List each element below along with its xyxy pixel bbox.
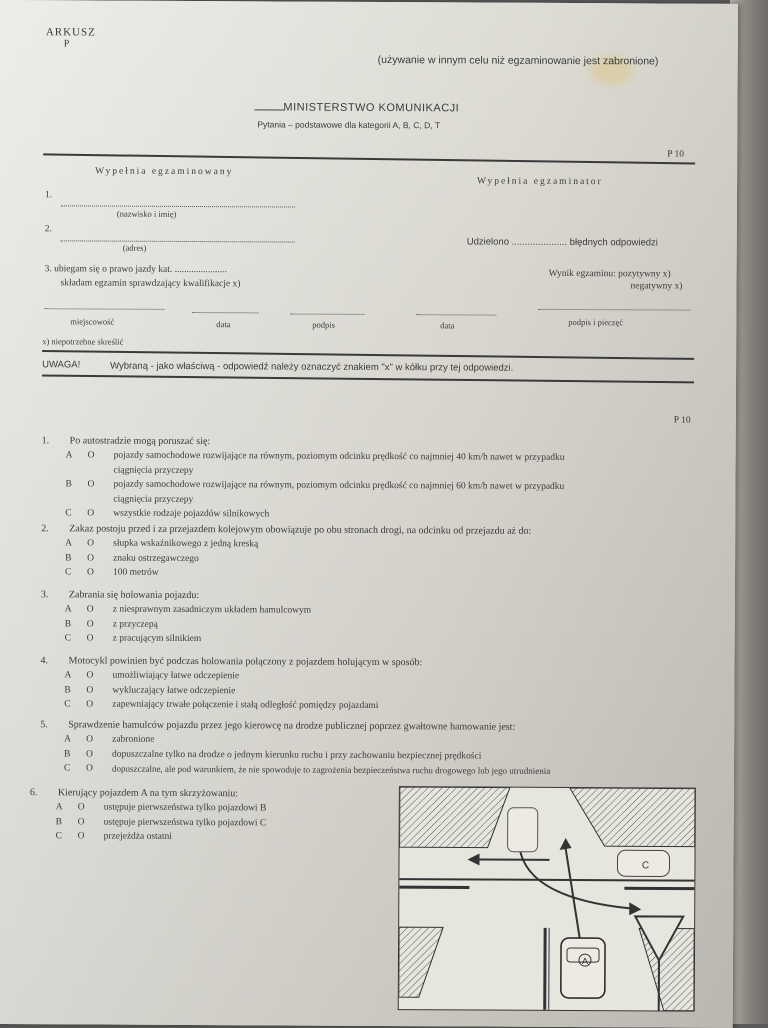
arrow-head-icon [629, 902, 641, 915]
field1-line[interactable] [61, 205, 295, 207]
answer-text: pojazdy samochodowe rozwijające na równym, poziomym odcinku prędkość co najmniej 60 km/h nawet w przypadku [113, 478, 564, 495]
answer-option[interactable] [56, 815, 267, 831]
code-mid: P 10 [674, 416, 691, 426]
arkusz-sub: P [64, 38, 70, 49]
answer-circle[interactable]: O [78, 815, 104, 830]
answer-circle[interactable]: O [87, 602, 113, 617]
field2-num: 2. [45, 224, 52, 234]
header-dash [254, 109, 284, 110]
answer-letter: B [65, 477, 87, 492]
answer-circle[interactable]: O [87, 631, 113, 646]
answer-text: umożliwiający łatwe odczepienie [112, 669, 239, 684]
answer-letter: C [64, 761, 86, 776]
code-top: P 10 [667, 149, 684, 159]
ministry-subtitle: Pytania – podstawowe dla kategorii A, B, C, D, T [257, 119, 440, 130]
answer-option[interactable] [65, 602, 311, 618]
question-text: Zabrania się holowania pojazdu: [69, 589, 199, 601]
answer-letter: C [65, 631, 87, 646]
answer-text-cont: ciągnięcia przyczepy [113, 492, 193, 507]
sig-line-sign1[interactable] [290, 314, 364, 315]
footnote: x) niepotrzebne skreślić [42, 336, 123, 346]
vehicle-a-label: A [582, 956, 588, 966]
answer-letter: C [65, 506, 87, 521]
uwaga-label: UWAGA! [42, 359, 80, 370]
answer-text: zapewniający trwałe połączenie i stałą odległość pomiędzy pojazdami [112, 698, 378, 714]
arrow-head-icon [467, 853, 479, 865]
wynik-line2: negatywny x) [630, 281, 682, 291]
answer-circle[interactable]: O [86, 697, 112, 712]
answer-circle[interactable]: O [88, 448, 114, 463]
wynik-line1: Wynik egzaminu: pozytywny x) [549, 269, 671, 280]
sig-label-sign2: podpis i pieczęć [568, 317, 623, 327]
answer-letter: A [56, 800, 78, 815]
answer-letter: A [64, 732, 86, 747]
sig-label-date2: data [440, 320, 454, 330]
question-text: Po autostradzie mogą poruszać się: [70, 435, 211, 447]
ministry-title: MINISTERSTWO KOMUNIKACJI [283, 101, 459, 114]
answer-letter: A [64, 668, 86, 683]
question-6 [30, 786, 267, 845]
answer-circle[interactable]: O [78, 800, 104, 815]
usage-note: (używanie w innym celu niż egzaminowanie jest zabronione) [378, 54, 659, 67]
uwaga-rule-bottom [42, 375, 694, 384]
sidewalk-top-right [570, 788, 695, 847]
field2-line[interactable] [61, 240, 295, 242]
sig-line-date1[interactable] [192, 312, 258, 313]
question-num: 3. [41, 588, 69, 602]
answer-circle[interactable]: O [87, 506, 113, 521]
question-text: Kierujący pojazdem A na tym skrzyżowaniu: [58, 787, 238, 799]
answer-text: 100 metrów [113, 566, 159, 581]
question-num: 6. [30, 786, 58, 800]
question-2 [41, 522, 531, 582]
field3-line2: składam egzamin sprawdzający kwalifikacje x) [60, 278, 240, 289]
question-text: Motocykl powinien być podczas holowania połączony z pojazdem holującym w sposób: [69, 655, 423, 668]
answer-text: z przyczepą [113, 617, 158, 632]
arkusz-label: ARKUSZ [46, 26, 96, 38]
answer-text: pojazdy samochodowe rozwijające na równym, poziomym odcinku prędkość co najmniej 40 km/h nawet w przypadku [114, 449, 565, 466]
answer-text: wszystkie rodzaje pojazdów silnikowych [113, 507, 269, 522]
answer-letter: B [64, 747, 86, 762]
answer-option[interactable] [56, 800, 267, 816]
answer-circle[interactable]: O [87, 536, 113, 551]
answer-circle[interactable]: O [87, 617, 113, 632]
answer-text: dopuszczalne tylko na drodze o jednym kierunku ruchu i przy zachowaniu bezpiecznej prędkości [112, 747, 481, 763]
answer-text: z pracującym silnikiem [113, 632, 202, 647]
answer-text: wykluczający łatwe odczepienie [112, 683, 235, 698]
answer-option[interactable] [64, 697, 422, 713]
uwaga-text: Wybraną - jako właściwą - odpowiedź należy oznaczyć znakiem "x" w kółku przy tej odpowiedzi. [110, 361, 513, 374]
answer-option[interactable] [64, 761, 550, 778]
answer-text: ustępuje pierwszeństwa tylko pojazdowi B [104, 801, 267, 816]
header-rule [43, 153, 695, 164]
answer-letter: B [65, 617, 87, 632]
answer-option[interactable] [65, 506, 564, 523]
question-5 [40, 718, 551, 778]
field1-num: 1. [45, 190, 52, 200]
answer-letter: A [65, 536, 87, 551]
answer-letter: C [56, 829, 78, 844]
sig-line-date2[interactable] [416, 314, 496, 315]
udzielono-text: Udzielono ..................... błędnych odpowiedzi [467, 236, 658, 248]
road-edge [399, 879, 694, 881]
answer-letter: C [64, 697, 86, 712]
answer-text: dopuszczalne, ale pod warunkiem, że nie spowoduje to zagrożenia bezpieczeństwa ruchu drogowego lub jego utrudnienia [112, 762, 550, 779]
answer-letter: B [56, 815, 78, 830]
answer-text: ustępuje pierwszeństwa tylko pojazdowi C [104, 815, 267, 830]
sig-label-sign1: podpis [312, 320, 335, 330]
uwaga-rule-top [42, 350, 694, 360]
intersection-drawing [399, 787, 695, 1011]
answer-circle[interactable]: O [87, 565, 113, 580]
answer-circle[interactable]: O [87, 477, 113, 492]
answer-text: słupka wskaźnikowego z jedną kreską [113, 537, 258, 552]
intersection-figure [398, 786, 696, 1012]
sig-label-date1: data [216, 319, 230, 329]
answer-circle[interactable]: O [86, 668, 112, 683]
question-num: 1. [42, 434, 70, 448]
answer-circle[interactable]: O [86, 683, 112, 698]
answer-option[interactable] [56, 829, 267, 845]
answer-circle[interactable]: O [86, 747, 112, 762]
question-num: 5. [40, 718, 68, 732]
answer-circle[interactable]: O [78, 829, 104, 844]
vehicle-b [508, 808, 538, 852]
arrow-head-icon [560, 838, 572, 850]
sig-label-place: miejscowość [70, 316, 114, 326]
field1-caption: (nazwisko i imię) [117, 209, 177, 219]
answer-circle[interactable]: O [86, 761, 112, 776]
answer-text: z niesprawnym zasadniczym układem hamulcowym [113, 603, 311, 619]
answer-text-cont: ciągnięcia przyczepy [114, 463, 194, 478]
field3-line1: 3. ubiegam się o prawo jazdy kat. ...................... [45, 264, 227, 275]
answer-letter: A [66, 448, 88, 463]
answer-letter: C [65, 565, 87, 580]
answer-letter: A [65, 602, 87, 617]
right-heading: Wypełnia egzaminator [477, 177, 603, 188]
question-text: Sprawdzenie hamulców pojazdu przez jego kierowcę na drodze publicznej poprzez gwałtowne hamowanie jest: [68, 719, 515, 732]
question-3 [41, 588, 312, 647]
question-4 [40, 654, 422, 713]
question-num: 2. [41, 522, 69, 536]
sidewalk-bottom-left [399, 927, 443, 997]
question-text: Zakaz postoju przed i za przejazdem kolejowym obowiązuje po obu stronach drogi, na odcinku od przejazdu aż do: [69, 523, 531, 536]
question-num: 4. [41, 654, 69, 668]
answer-circle[interactable]: O [86, 732, 112, 747]
vehicle-a [561, 938, 605, 998]
answer-letter: B [64, 683, 86, 698]
answer-text: zabronione [112, 733, 154, 748]
answer-text: przejeżdża ostatni [104, 830, 172, 845]
field2-caption: (adres) [123, 243, 147, 253]
answer-option[interactable] [65, 565, 531, 582]
sidewalk-top-left [400, 787, 510, 848]
vehicle-c-label: C [642, 860, 649, 871]
sig-line-sign2[interactable] [538, 309, 690, 311]
sig-line-place[interactable] [44, 308, 164, 310]
answer-option[interactable] [65, 617, 311, 633]
answer-text: znaku ostrzegawczego [113, 551, 199, 566]
answer-option[interactable] [65, 631, 311, 647]
answer-circle[interactable]: O [87, 551, 113, 566]
left-heading: Wypełnia egzaminowany [95, 167, 233, 178]
answer-letter: B [65, 551, 87, 566]
question-1 [41, 434, 564, 523]
